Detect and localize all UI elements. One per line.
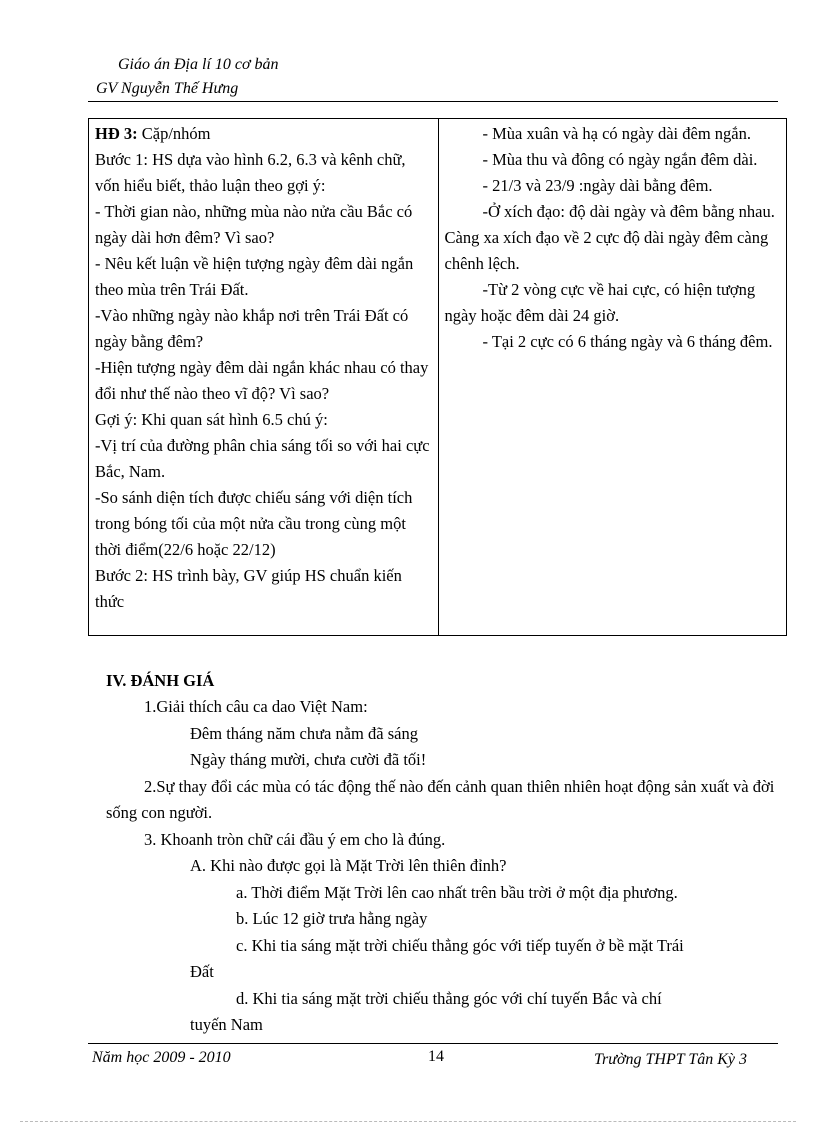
page-number: 14 (428, 1048, 444, 1065)
header-title: Giáo án Địa lí 10 cơ bản (118, 56, 279, 73)
left-line: - Thời gian nào, những mùa nào nửa cầu Bắc có ngày dài hơn đêm? Vì sao? (95, 202, 413, 247)
option-c-cont: Đất (190, 962, 214, 981)
poem-line-1: Đêm tháng năm chưa nằm đã sáng (190, 723, 418, 743)
question-2: 2.Sự thay đổi các mùa có tác động thế nào đến cảnh quan thiên nhiên hoạt động sản xuất và đời sống con người. (106, 776, 775, 822)
right-line: - 21/3 và 23/9 :ngày dài bằng đêm. (482, 176, 713, 195)
left-line: Gợi ý: Khi quan sát hình 6.5 chú ý: (95, 410, 328, 429)
option-b: b. Lúc 12 giờ trưa hằng ngày (236, 909, 428, 928)
right-line: -Ở xích đạo: độ dài ngày và đêm bằng nhau. Càng xa xích đạo về 2 cực độ dài ngày đêm càng chênh lệch. (444, 202, 775, 273)
right-line: -Từ 2 vòng cực về hai cực, có hiện tượng ngày hoặc đêm dài 24 giờ. (444, 280, 756, 325)
left-line: -Vào những ngày nào khắp nơi trên Trái Đất có ngày bằng đêm? (95, 306, 409, 351)
left-line: - Nêu kết luận về hiện tượng ngày đêm dài ngắn theo mùa trên Trái Đất. (95, 254, 414, 299)
left-line: -So sánh diện tích được chiếu sáng với diện tích trong bóng tối của một nửa cầu trong cùng một thời điểm(22/6 hoặc 22/12) (95, 488, 413, 559)
left-line: -Hiện tượng ngày đêm dài ngắn khác nhau có thay đổi như thế nào theo vĩ độ? Vì sao? (95, 358, 429, 403)
activity-heading (95, 121, 432, 147)
evaluation-section (106, 668, 786, 1039)
option-a: a. Thời điểm Mặt Trời lên cao nhất trên bầu trời ở một địa phương. (236, 882, 678, 902)
activity-right-cell (438, 119, 787, 636)
right-line: - Mùa thu và đông có ngày ngắn đêm dài. (482, 150, 758, 169)
option-d-cont: tuyến Nam (190, 1015, 263, 1034)
activity-left-cell (89, 119, 439, 636)
right-line: - Mùa xuân và hạ có ngày dài đêm ngắn. (482, 124, 751, 143)
question-3: 3. Khoanh tròn chữ cái đầu ý em cho là đúng. (144, 829, 446, 849)
footer-school: Trường THPT Tân Kỳ 3 (594, 1051, 748, 1068)
question-3a: A. Khi nào được gọi là Mặt Trời lên thiên đỉnh? (190, 856, 507, 875)
header-divider (88, 101, 778, 102)
hd-text: Cặp/nhóm (137, 124, 211, 143)
header-teacher: GV Nguyễn Thế Hưng (96, 80, 239, 97)
hd-label: HĐ 3: (95, 124, 138, 143)
page-bottom-border (20, 1121, 796, 1122)
right-line: - Tại 2 cực có 6 tháng ngày và 6 tháng đêm. (482, 332, 773, 351)
evaluation-heading: IV. ĐÁNH GIÁ (106, 671, 215, 690)
left-line: -Vị trí của đường phân chia sáng tối so với hai cực Bắc, Nam. (95, 436, 430, 481)
left-line: Bước 2: HS trình bày, GV giúp HS chuẩn kiến thức (95, 566, 402, 611)
footer-year: Năm học 2009 - 2010 (92, 1049, 231, 1066)
question-1: 1.Giải thích câu ca dao Việt Nam: (144, 697, 368, 716)
option-c: c. Khi tia sáng mặt trời chiếu thẳng góc với tiếp tuyến ở bề mặt Trái (236, 935, 684, 955)
option-d: d. Khi tia sáng mặt trời chiếu thẳng góc với chí tuyến Bắc và chí (236, 988, 662, 1008)
left-line: Bước 1: HS dựa vào hình 6.2, 6.3 và kênh chữ, vốn hiểu biết, thảo luận theo gợi ý: (95, 150, 406, 195)
poem-line-2: Ngày tháng mười, chưa cười đã tối! (190, 750, 427, 769)
footer-divider (88, 1043, 778, 1044)
activity-table (88, 118, 787, 636)
